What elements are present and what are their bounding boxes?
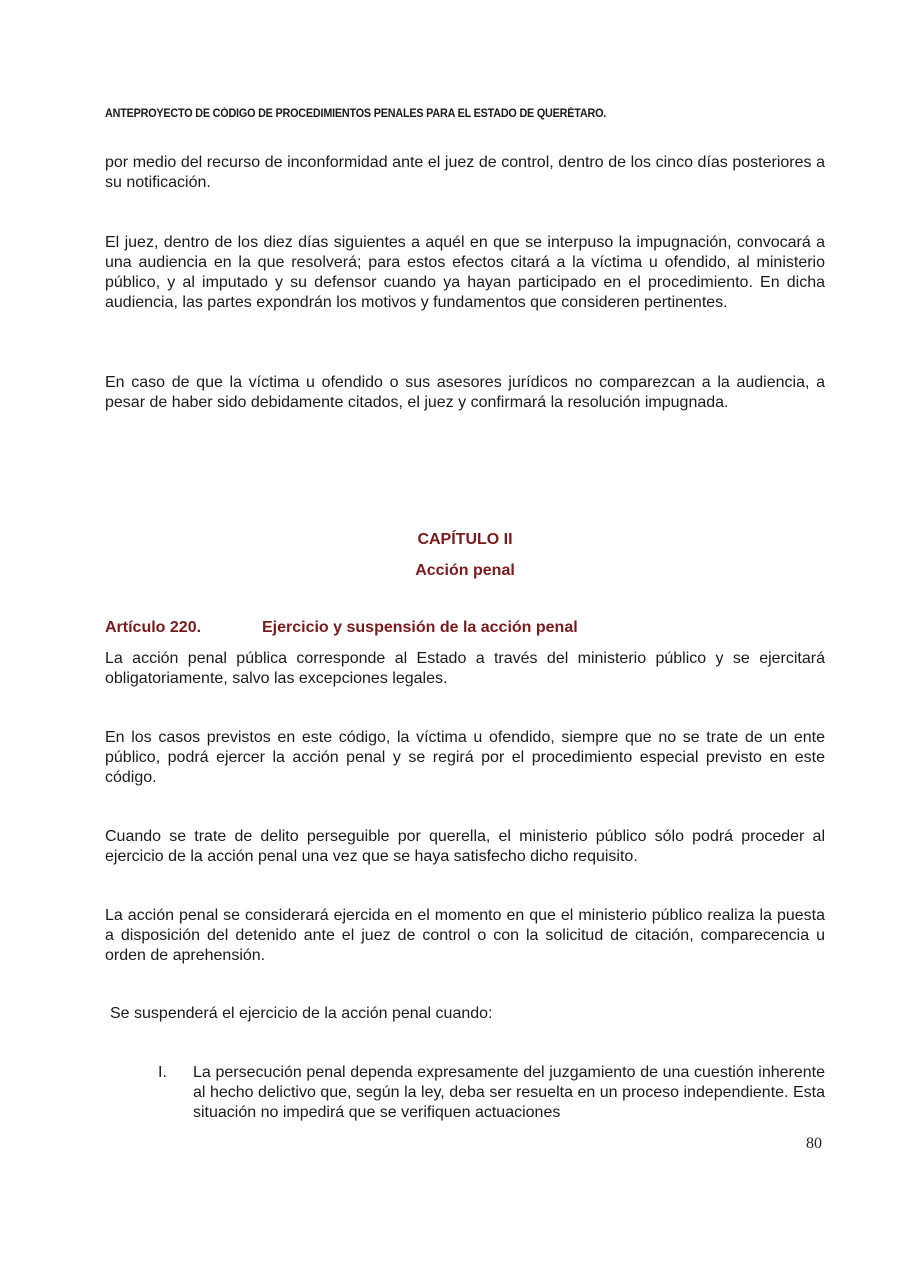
chapter-title: CAPÍTULO II xyxy=(417,531,513,548)
paragraph-continuation: por medio del recurso de inconformidad ante el juez de control, dentro de los cinco días posteriores a su notificación. xyxy=(105,154,825,191)
article-number: Artículo 220. xyxy=(105,619,202,636)
page-number: 80 xyxy=(806,1135,822,1152)
chapter-subtitle: Acción penal xyxy=(415,562,515,579)
article-heading xyxy=(105,618,825,638)
paragraph-public-action: La acción penal pública corresponde al Estado a través del ministerio público y se ejercitará obligatoriamente, salvo las excepciones legales. xyxy=(105,650,825,687)
paragraph-exercised: La acción penal se considerará ejercida en el momento en que el ministerio público realiza la puesta a disposición del detenido ante el juez de control o con la solicitud de citación, comparecencia u orden de aprehensión. xyxy=(105,907,825,964)
article-title: Ejercicio y suspensión de la acción penal xyxy=(262,619,578,636)
paragraph-hearing: El juez, dentro de los diez días siguientes a aquél en que se interpuso la impugnación, convocará a una audiencia en la que resolverá; para estos efectos citará a la víctima u ofendido, al ministerio público, y al imputado y su defensor cuando ya hayan participado en el procedimiento. En dicha audiencia, las partes expondrán los motivos y fundamentos que consideren pertinentes. xyxy=(105,234,825,311)
paragraph-suspension-intro: Se suspenderá el ejercicio de la acción penal cuando: xyxy=(110,1005,493,1022)
paragraph-non-appearance: En caso de que la víctima u ofendido o sus asesores jurídicos no comparezcan a la audiencia, a pesar de haber sido debidamente citados, el juez y confirmará la resolución impugnada. xyxy=(105,374,825,411)
paragraph-complaint: Cuando se trate de delito perseguible por querella, el ministerio público sólo podrá proceder al ejercicio de la acción penal una vez que se haya satisfecho dicho requisito. xyxy=(105,828,825,865)
paragraph-victim-action: En los casos previstos en este código, la víctima u ofendido, siempre que no se trate de un ente público, podrá ejercer la acción penal y se regirá por el procedimiento especial previsto en este código. xyxy=(105,729,825,786)
document-header: ANTEPROYECTO DE CÓDIGO DE PROCEDIMIENTOS PENALES PARA EL ESTADO DE QUERÉTARO. xyxy=(105,107,607,120)
list-marker: I. xyxy=(158,1064,167,1081)
list-item-text: La persecución penal dependa expresamente del juzgamiento de una cuestión inherente al hecho delictivo que, según la ley, deba ser resuelta en un proceso independiente. Esta situación no impedirá que se verifiquen actuaciones xyxy=(193,1064,825,1121)
